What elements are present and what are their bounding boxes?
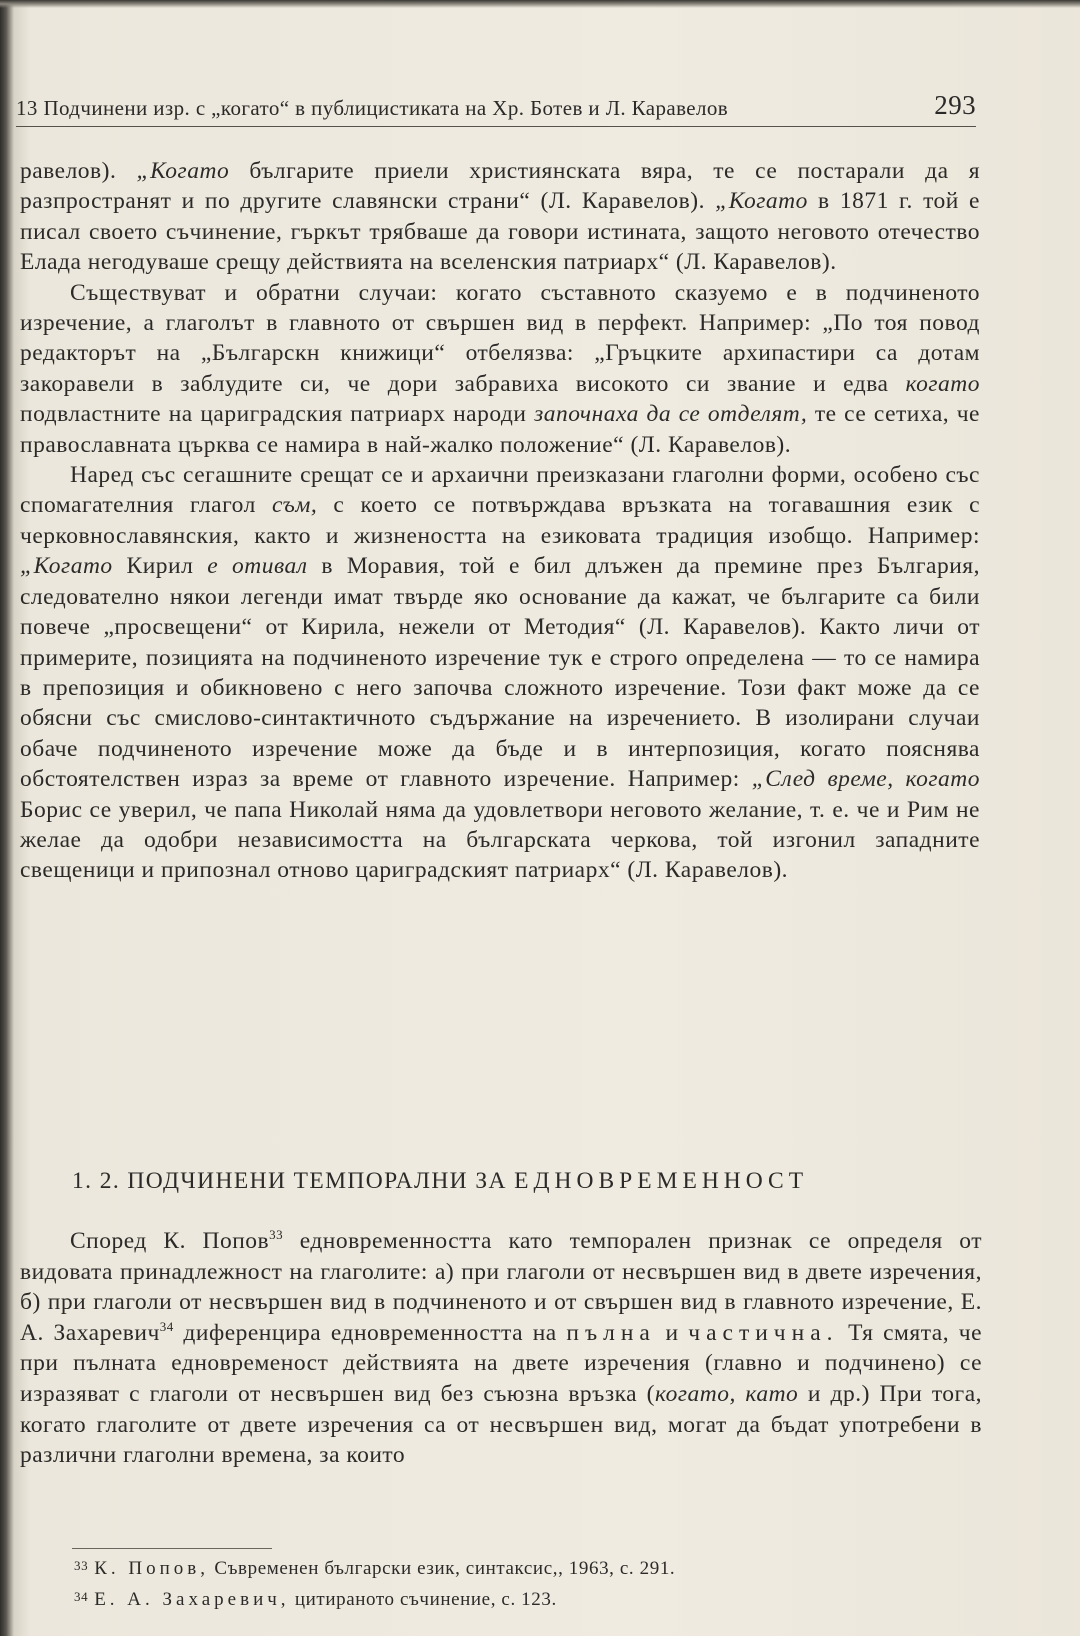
text-run: Съществуват и обратни случаи: когато съставното сказуемо е в подчиненото изречение, а глаголът в главното от свършен вид в перфект. Например: „По тоя повод редакторът на „Българскн книжици“ отбелязва: „Гръцките архипастири са дотам закоравели в заблудите си, че дори забравиха високото си звание и едва bbox=[20, 279, 980, 397]
text-run: и др.) При тога, когато глаголите от двете изречения са от несвършен вид, могат да бъдат употребени в различни глаголни времена, за които bbox=[20, 1380, 982, 1469]
spaced-run: частична. bbox=[688, 1319, 839, 1346]
text-run: Тя смята, че при пълната едновременост действията на двете изречения (главно и подчинено) се изразяват с глаголи от несвършен вид без съюзна връзка ( bbox=[20, 1319, 983, 1407]
footnote-34 bbox=[74, 1583, 974, 1614]
text-run: равелов). bbox=[20, 158, 137, 184]
text-run: диференцира едновременността на bbox=[173, 1319, 567, 1346]
footnote-number: 34 bbox=[74, 1589, 89, 1604]
text-run: в Моравия, той е бил длъжен да премине през България, следователно някои легенди имат твърде яко основание да кажат, че българите са били повече „просвещени“ от Кирила, нежели от Методия“ (Л. Каравелов). Както личи от примерите, позицията на подчиненото изречение тук е строго определена — то се намира в препозиция и обикновено с него започва сложното изречение. Този факт може да се обясни със смислово-синтактичното съдържание на изречението. В изолирани случаи обаче подчиненото изречение може да бъде и в интерпозиция, когато пояснява обстоятелствен израз за време от главното изречение. Например: bbox=[20, 553, 980, 793]
footnote-text: Съвременен български език, синтаксис,, 1963, с. 291. bbox=[209, 1558, 676, 1579]
paragraph bbox=[20, 460, 980, 886]
paragraph bbox=[20, 1226, 982, 1471]
section-number: 1. 2. bbox=[72, 1168, 121, 1194]
italic-run: е отивал bbox=[207, 553, 308, 580]
footnote-ref: 34 bbox=[159, 1318, 174, 1334]
footnote-author: Е. А. Захаревич, bbox=[94, 1589, 290, 1610]
footnote-rule bbox=[72, 1548, 272, 1549]
text-run: в 1871 г. той е писал своето съчинение, гъркът трябваше да говори истината, защото неговото отечество Елада негодуваше срещу действията на вселенския патриарх“ (Л. Каравелов). bbox=[20, 188, 980, 276]
italic-run: „Когато bbox=[20, 553, 113, 580]
footnote-text: цитираното съчинение, с. 123. bbox=[289, 1589, 557, 1610]
scan-edge-shadow bbox=[0, 0, 1080, 8]
italic-run: „Когато bbox=[715, 188, 808, 215]
paragraph-continued bbox=[20, 156, 980, 278]
text-run: българите приели християнската вяра, те се постарали да я разпространят и по другите славянски страни“ (Л. Каравелов). bbox=[20, 158, 981, 215]
section-heading bbox=[72, 1168, 972, 1195]
italic-run: съм, bbox=[272, 492, 318, 519]
text-run: Според К. Попов bbox=[70, 1228, 270, 1254]
footnote-ref: 33 bbox=[269, 1227, 284, 1243]
running-header bbox=[16, 90, 976, 124]
footnote-author: К. Попов, bbox=[94, 1558, 209, 1579]
header-rule bbox=[16, 126, 976, 127]
page-number: 293 bbox=[934, 90, 976, 120]
spaced-run: пълна bbox=[566, 1319, 656, 1346]
text-run: Борис се уверил, че папа Николай няма да удовлетвори неговото желание, т. е. че и Рим не желае да одобри независимостта на българската черкова, той изгонил западните свещеници и припознал отново цариградският патриарх“ (Л. Каравелов). bbox=[20, 796, 980, 884]
section-title-b: ЕДНОВРЕМЕННОСТ bbox=[514, 1168, 809, 1194]
text-run: едновременността като темпорален признак се определя от видовата принадлежност на глаголите: а) при глаголи от несвършен вид в двете изречения, б) при глаголи от несвършен вид в подчиненото и от свършен вид в главното изречение, Е. А. Захаревич bbox=[20, 1228, 982, 1346]
header-title: 13 Подчинени изр. с „когато“ в публицистиката на Хр. Ботев и Л. Каравелов bbox=[16, 96, 729, 120]
text-run: Наред със сегашните срещат се и архаични преизказани глаголни форми, особено със спомагателния глагол bbox=[20, 462, 980, 519]
text-run: с което се потвърждава връзката на тогавашния език с черковнославянския, както и жизнеността на езиковата традиция изобщо. Например: bbox=[20, 492, 981, 549]
italic-run: „Когато bbox=[136, 158, 230, 184]
text-run: те се сетиха, че православната църква се намира в най-жалко положение“ (Л. Каравелов). bbox=[20, 401, 980, 458]
text-run: и bbox=[655, 1319, 689, 1346]
section-title-a: ПОДЧИНЕНИ ТЕМПОРАЛНИ ЗА bbox=[127, 1168, 507, 1194]
section-text-block bbox=[20, 1226, 982, 1471]
italic-run: когато bbox=[905, 370, 980, 397]
footnotes bbox=[74, 1552, 974, 1614]
text-run: Кирил bbox=[112, 553, 208, 580]
italic-run: когато, като bbox=[654, 1380, 799, 1407]
paragraph bbox=[20, 278, 980, 460]
main-text-block bbox=[20, 156, 980, 886]
italic-run: „След време, когато bbox=[751, 766, 980, 793]
italic-run: започнаха да се отделят, bbox=[534, 401, 808, 428]
text-run: подвластните на цариградския патриарх народи bbox=[20, 401, 535, 428]
footnote-number: 33 bbox=[74, 1558, 89, 1573]
footnote-33 bbox=[74, 1552, 974, 1583]
